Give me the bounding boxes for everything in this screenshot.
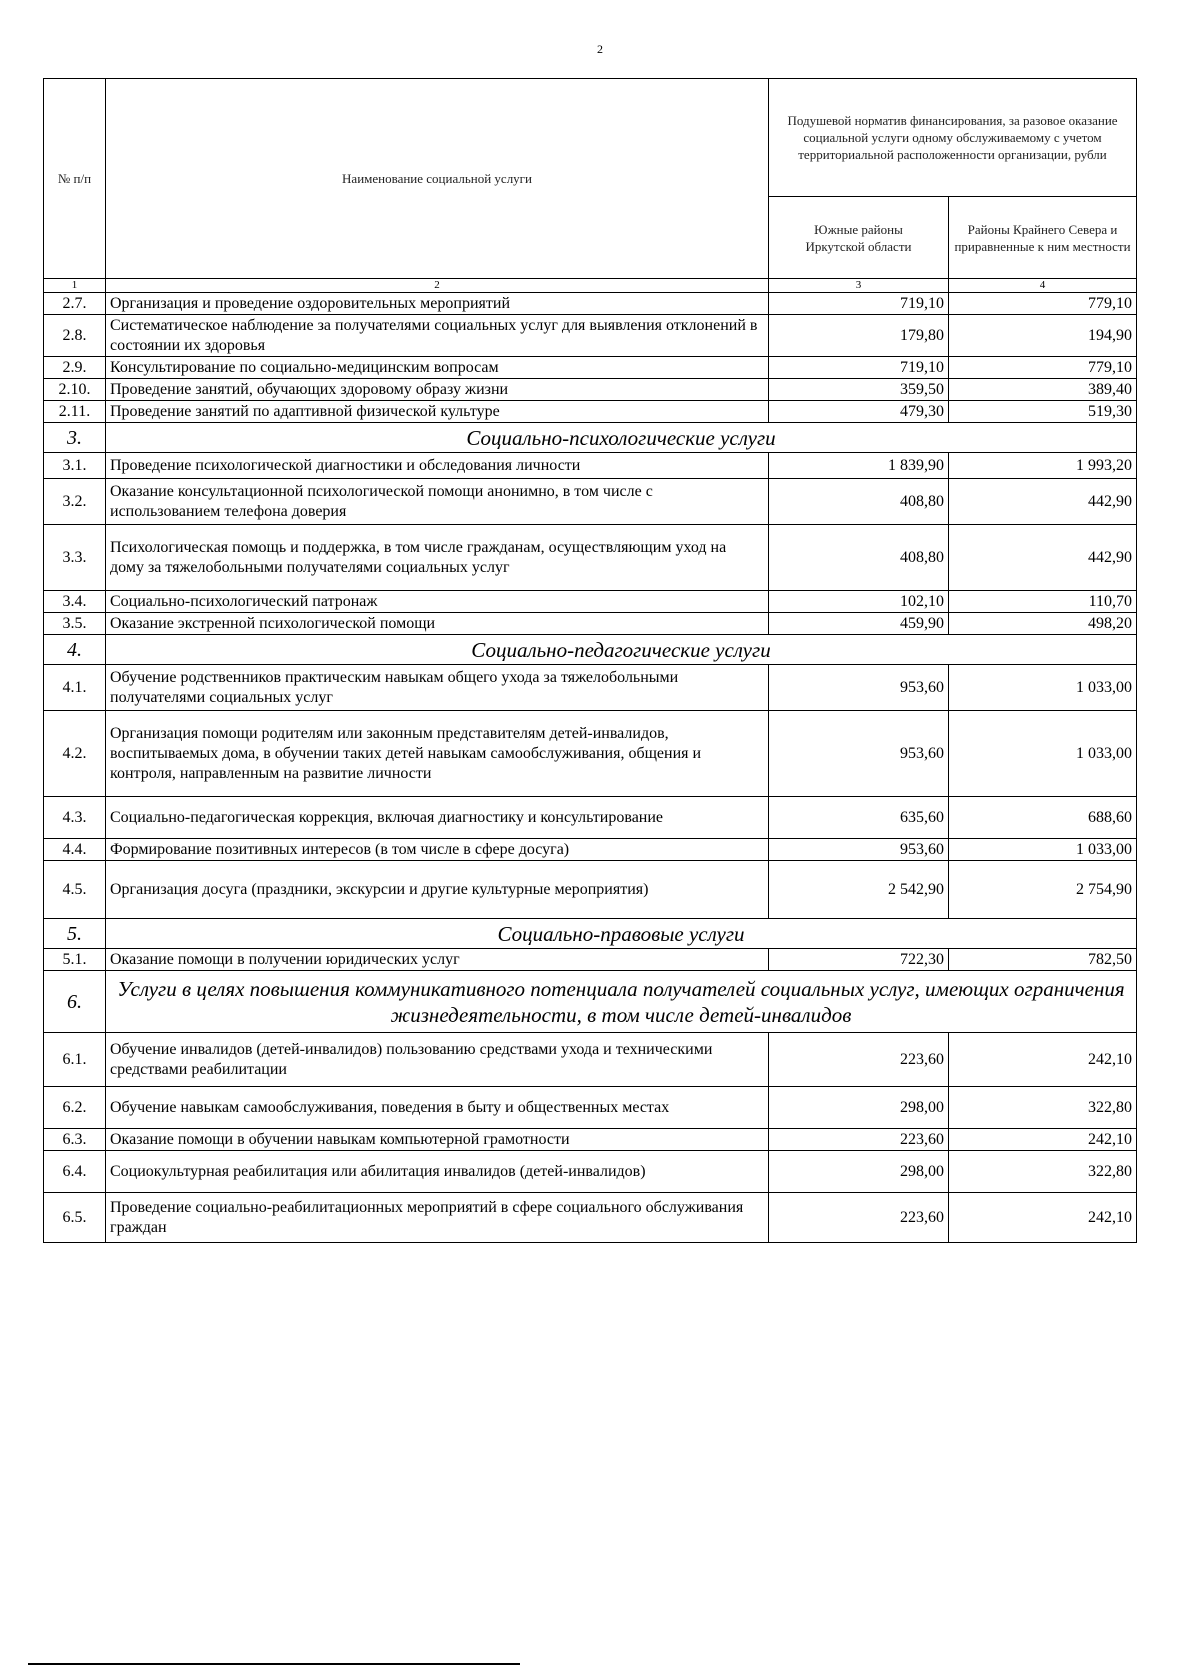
section-number: 6. (44, 971, 106, 1033)
footer-divider (28, 1663, 520, 1665)
south-norm-value: 408,80 (769, 479, 949, 525)
row-number: 4.3. (44, 797, 106, 839)
north-norm-value: 1 993,20 (949, 453, 1137, 479)
row-number: 6.2. (44, 1087, 106, 1129)
row-number: 6.5. (44, 1193, 106, 1243)
section-number: 4. (44, 635, 106, 665)
north-norm-value: 442,90 (949, 525, 1137, 591)
row-number: 4.1. (44, 665, 106, 711)
service-name: Социально-педагогическая коррекция, включая диагностику и консультирование (106, 797, 769, 839)
table-body (44, 293, 1137, 1243)
south-norm-value: 2 542,90 (769, 861, 949, 919)
row-number: 5.1. (44, 949, 106, 971)
table-row (44, 861, 1137, 919)
column-number: 1 (44, 279, 106, 293)
service-name: Социально-психологический патронаж (106, 591, 769, 613)
section-row (44, 919, 1137, 949)
row-number: 6.4. (44, 1151, 106, 1193)
north-norm-value: 242,10 (949, 1033, 1137, 1087)
services-table (43, 78, 1137, 1243)
service-name: Социокультурная реабилитация или абилитация инвалидов (детей-инвалидов) (106, 1151, 769, 1193)
service-name: Психологическая помощь и поддержка, в том числе гражданам, осуществляющим уход на дому за тяжелобольными получателями социальных услуг (106, 525, 769, 591)
row-number: 2.7. (44, 293, 106, 315)
north-norm-value: 779,10 (949, 293, 1137, 315)
service-name: Проведение психологической диагностики и обследования личности (106, 453, 769, 479)
service-name: Обучение родственников практическим навыкам общего ухода за тяжелобольными получателями социальных услуг (106, 665, 769, 711)
south-norm-value: 719,10 (769, 357, 949, 379)
table-row (44, 315, 1137, 357)
row-number: 6.1. (44, 1033, 106, 1087)
north-norm-value: 194,90 (949, 315, 1137, 357)
south-norm-value: 102,10 (769, 591, 949, 613)
column-number: 4 (949, 279, 1137, 293)
north-norm-value: 322,80 (949, 1087, 1137, 1129)
south-norm-value: 953,60 (769, 665, 949, 711)
column-number: 3 (769, 279, 949, 293)
section-row (44, 423, 1137, 453)
service-name: Оказание экстренной психологической помощи (106, 613, 769, 635)
south-norm-value: 635,60 (769, 797, 949, 839)
south-norm-value: 953,60 (769, 711, 949, 797)
south-norm-value: 1 839,90 (769, 453, 949, 479)
row-number: 2.11. (44, 401, 106, 423)
north-norm-value: 2 754,90 (949, 861, 1137, 919)
table-row (44, 1151, 1137, 1193)
south-norm-value: 722,30 (769, 949, 949, 971)
table-row (44, 591, 1137, 613)
south-norm-value: 719,10 (769, 293, 949, 315)
service-name: Организация и проведение оздоровительных мероприятий (106, 293, 769, 315)
north-norm-value: 442,90 (949, 479, 1137, 525)
service-name: Обучение инвалидов (детей-инвалидов) пользованию средствами ухода и техническими средствами реабилитации (106, 1033, 769, 1087)
table-row (44, 1129, 1137, 1151)
south-norm-value: 479,30 (769, 401, 949, 423)
service-name: Формирование позитивных интересов (в том числе в сфере досуга) (106, 839, 769, 861)
north-norm-value: 1 033,00 (949, 711, 1137, 797)
north-norm-value: 242,10 (949, 1193, 1137, 1243)
section-number: 5. (44, 919, 106, 949)
section-number: 3. (44, 423, 106, 453)
row-number: 3.1. (44, 453, 106, 479)
table-row (44, 711, 1137, 797)
service-name: Оказание консультационной психологической помощи анонимно, в том числе с использованием телефона доверия (106, 479, 769, 525)
column-number-row (44, 279, 1137, 293)
north-norm-value: 519,30 (949, 401, 1137, 423)
row-number: 3.4. (44, 591, 106, 613)
north-norm-value: 498,20 (949, 613, 1137, 635)
row-number: 3.5. (44, 613, 106, 635)
section-row (44, 971, 1137, 1033)
service-name: Консультирование по социально-медицинским вопросам (106, 357, 769, 379)
header-col-norm: Подушевой норматив финансирования, за разовое оказание социальной услуги одному обслуживаемому с учетом территориальной расположенности организации, рубли (769, 79, 1137, 197)
header-col-north: Районы Крайнего Севера и приравненные к ним местности (949, 197, 1137, 279)
north-norm-value: 779,10 (949, 357, 1137, 379)
section-title: Социально-педагогические услуги (106, 635, 1137, 665)
table-row (44, 401, 1137, 423)
table-row (44, 379, 1137, 401)
south-norm-value: 953,60 (769, 839, 949, 861)
service-name: Проведение занятий по адаптивной физической культуре (106, 401, 769, 423)
south-norm-value: 223,60 (769, 1193, 949, 1243)
row-number: 4.2. (44, 711, 106, 797)
north-norm-value: 242,10 (949, 1129, 1137, 1151)
section-row (44, 635, 1137, 665)
south-norm-value: 223,60 (769, 1129, 949, 1151)
header-col-num: № п/п (44, 79, 106, 279)
south-norm-value: 298,00 (769, 1151, 949, 1193)
row-number: 2.9. (44, 357, 106, 379)
table-row (44, 453, 1137, 479)
north-norm-value: 688,60 (949, 797, 1137, 839)
service-name: Проведение социально-реабилитационных мероприятий в сфере социального обслуживания граждан (106, 1193, 769, 1243)
north-norm-value: 1 033,00 (949, 839, 1137, 861)
south-norm-value: 359,50 (769, 379, 949, 401)
table-row (44, 1087, 1137, 1129)
north-norm-value: 389,40 (949, 379, 1137, 401)
south-norm-value: 179,80 (769, 315, 949, 357)
table-row (44, 1033, 1137, 1087)
section-title: Социально-психологические услуги (106, 423, 1137, 453)
service-name: Организация помощи родителям или законным представителям детей-инвалидов, воспитываемых дома, в обучении таких детей навыкам самообслуживания, общения и контроля, направленным на развитие личности (106, 711, 769, 797)
table-row (44, 357, 1137, 379)
north-norm-value: 322,80 (949, 1151, 1137, 1193)
south-norm-value: 223,60 (769, 1033, 949, 1087)
table-row (44, 293, 1137, 315)
row-number: 4.5. (44, 861, 106, 919)
north-norm-value: 1 033,00 (949, 665, 1137, 711)
table-row (44, 665, 1137, 711)
table-row (44, 613, 1137, 635)
table-row (44, 1193, 1137, 1243)
section-title: Услуги в целях повышения коммуникативного потенциала получателей социальных услуг, имеющих ограничения жизнедеятельности, в том числе детей-инвалидов (106, 971, 1137, 1033)
service-name: Систематическое наблюдение за получателями социальных услуг для выявления отклонений в состоянии их здоровья (106, 315, 769, 357)
south-norm-value: 459,90 (769, 613, 949, 635)
row-number: 4.4. (44, 839, 106, 861)
row-number: 3.3. (44, 525, 106, 591)
table-row (44, 797, 1137, 839)
row-number: 6.3. (44, 1129, 106, 1151)
service-name: Проведение занятий, обучающих здоровому образу жизни (106, 379, 769, 401)
service-name: Организация досуга (праздники, экскурсии и другие культурные мероприятия) (106, 861, 769, 919)
service-name: Обучение навыкам самообслуживания, поведения в быту и общественных местах (106, 1087, 769, 1129)
header-col-south: Южные районы Иркутской области (769, 197, 949, 279)
table-row (44, 949, 1137, 971)
service-name: Оказание помощи в обучении навыкам компьютерной грамотности (106, 1129, 769, 1151)
header-col-name: Наименование социальной услуги (106, 79, 769, 279)
north-norm-value: 782,50 (949, 949, 1137, 971)
table-row (44, 525, 1137, 591)
column-number: 2 (106, 279, 769, 293)
table-row (44, 479, 1137, 525)
row-number: 3.2. (44, 479, 106, 525)
service-name: Оказание помощи в получении юридических услуг (106, 949, 769, 971)
table-row (44, 839, 1137, 861)
page-number: 2 (597, 42, 603, 56)
row-number: 2.8. (44, 315, 106, 357)
section-title: Социально-правовые услуги (106, 919, 1137, 949)
south-norm-value: 298,00 (769, 1087, 949, 1129)
north-norm-value: 110,70 (949, 591, 1137, 613)
row-number: 2.10. (44, 379, 106, 401)
south-norm-value: 408,80 (769, 525, 949, 591)
